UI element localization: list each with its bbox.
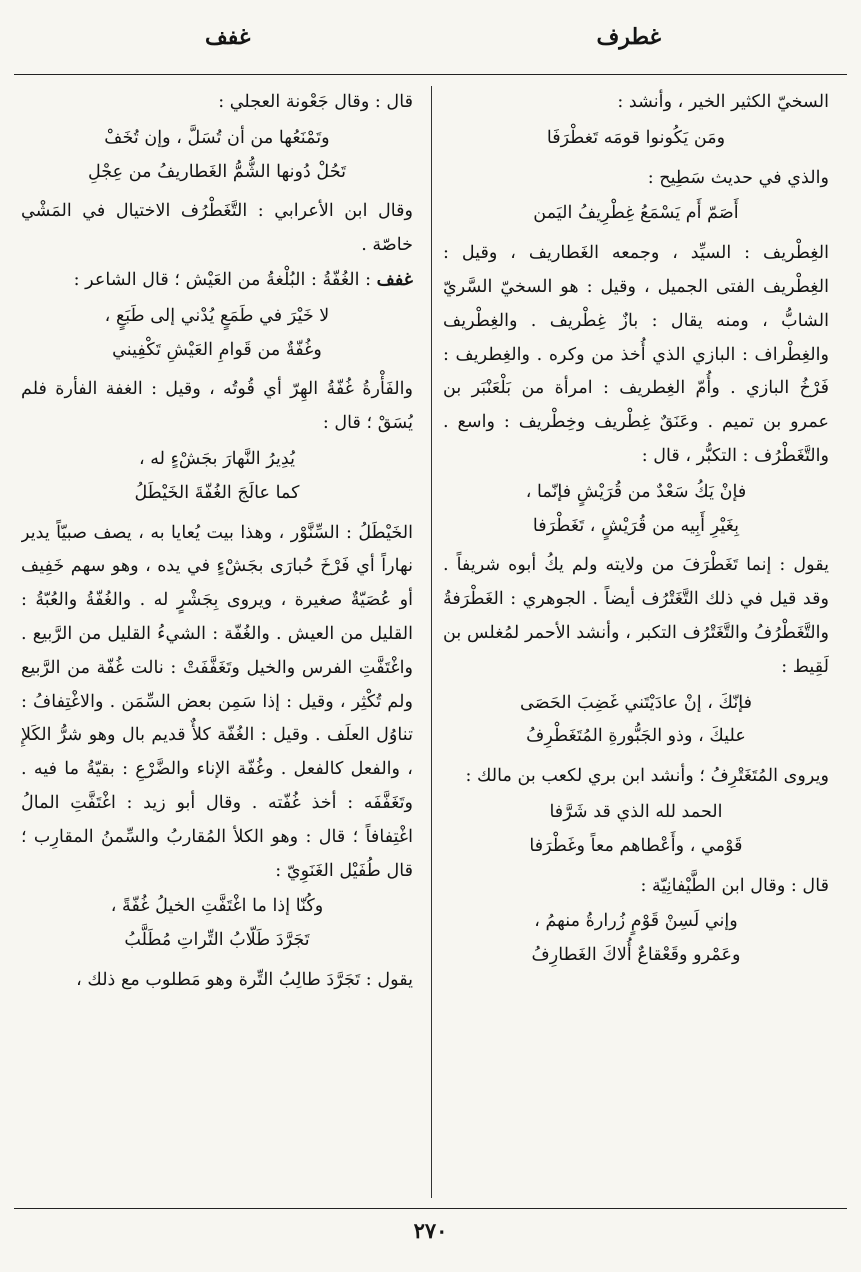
paragraph-text: الغِطْريف : السيِّد ، وجمعه الغَطاريف ، وقيل : الغِطْريف الفتى الجميل ، وقيل : هو السخيّ السَّريّ الشابُّ ، ومنه يقال : بازٌ غِطْريف . والغِطْريف والغِطْراف : البازي الذي أُخذ من وكره . والغِطريف : فَرْخُ البازي . وأُمّ الغِطريف : امرأة من بَلْعَنْبَر بن عمرو بن تميم . وعَنَقٌ غِطْريف وخِطْريف : واسع . والتَّغَطْرُف : التكبُّر ، قال : (443, 243, 829, 466)
verse-block (21, 443, 413, 511)
right-column (443, 86, 829, 1204)
paragraph-text: قال : وقال جَعْونة العجلي : (218, 92, 413, 112)
entry-paragraph (21, 964, 413, 998)
running-head-right: غطرف (596, 24, 661, 50)
verse-line: ومَن يَكُونوا قومَه تَغطْرَفَا (546, 127, 726, 148)
verse-line: وغُفّةٌ من قَوامِ العَيْشِ تَكْفِيني (112, 339, 322, 360)
verse-block (443, 687, 829, 755)
entry-paragraph (21, 517, 413, 889)
verse-line: وإني لَسِنْ قَوْمٍ زُرارةُ منهمُ ، (534, 911, 738, 932)
paragraph-text: : الغُفّةُ : البُلْغةُ من العَيْش ؛ قال الشاعر : (73, 269, 377, 290)
verse-line: الحمد لله الذي قد شَرَّفا (549, 801, 723, 822)
verse-block (21, 122, 413, 190)
entry-paragraph (21, 263, 413, 298)
entry-paragraph (443, 549, 829, 684)
column-divider (431, 86, 432, 1198)
entry-headword: غفف (376, 268, 413, 290)
verse-block (443, 197, 829, 231)
verse-block (443, 796, 829, 864)
verse-block (443, 122, 829, 156)
entry-paragraph (443, 86, 829, 120)
verse-block (21, 300, 413, 368)
entry-paragraph (443, 237, 829, 474)
entry-paragraph (443, 162, 829, 196)
verse-line: يُدِيرُ النَّهارَ بجَشْءٍ له ، (138, 448, 296, 469)
verse-line: فإنْ يَكُ سَعْدٌ من قُرَيْشٍ فإنّما ، (525, 481, 747, 502)
verse-line: تَحُلْ دُونها الشُّمُّ الغَطاريفُ من عِجْلِ (87, 161, 347, 182)
verse-block (443, 476, 829, 544)
verse-line: بِغَيْرِ أَبِيه من قُرَيْشٍ ، تَغَطْرَفا (532, 515, 740, 536)
verse-line: وكُنّا إذا ما اغْتَفَّتِ الخيلُ غُفّةً ، (110, 896, 324, 917)
left-column (21, 86, 413, 1204)
verse-block (21, 890, 413, 958)
paragraph-text: ويروى المُتَغَتْرِفُ ؛ وأنشد ابن بري لكعب بن مالك : (465, 766, 829, 787)
paragraph-text: وقال ابن الأعرابي : التَّغَطْرُف الاختيال في المَشْي خاصّة . (21, 201, 413, 256)
entry-paragraph (21, 373, 413, 441)
entry-paragraph (443, 870, 829, 904)
entry-paragraph (21, 195, 413, 263)
verse-line: تَجَرَّدَ طَلّابُ التِّراتِ مُطَلَّبُ (124, 930, 310, 951)
verse-line: أَصَمّ أَم يَسْمَعُ غِطْرِيفُ اليَمن (533, 203, 739, 224)
verse-line: فإنّكَ ، إنْ عادَيْتَني غَضِبَ الحَصَى (519, 692, 753, 713)
verse-block (443, 905, 829, 973)
verse-line: قَوْمي ، وأَعْطاهم معاً وغَطْرَفا (529, 835, 743, 856)
entry-paragraph (21, 86, 413, 120)
footer-rule (14, 1208, 847, 1209)
page-number: ٢٧٠ (413, 1218, 448, 1243)
paragraph-text: السخيّ الكثير الخير ، وأنشد : (617, 92, 829, 112)
paragraph-text: يقول : تَجَرَّدَ طالِبُ التِّرة وهو مَطلوب مع ذلك ، (76, 969, 413, 990)
verse-line: وعَمْرو وقَعْقاعٌ أُلاكَ الغَطارِفُ (531, 945, 741, 966)
paragraph-text: والذي في حديث سَطِيح : (647, 167, 829, 188)
running-head-left: غفف (205, 24, 251, 50)
header-rule (14, 74, 847, 75)
paragraph-text: الخَيْطَلُ : السِّنَّوْر ، وهذا بيت يُعايا به ، يصف صبيّاً يدير نهاراً أي فَرْخَ حُبارَى بجَشْءٍ في يده ، وهو سهم خَفِيف أو عُصَيّةٌ صغيرة ، ويروى بِجَشْرٍ له . والغُفّةُ والعُبّةُ : القليل من العيش . والغُفّة : الشيءُ القليل من الرَّبيع . واغْتَفَّتِ الفرس والخيل وتَغَفَّفَتْ : نالت غُفّة من الرَّبيع ولم تُكْثِر ، وقيل : إذا سَمِن بعض السِّمَن . والاغْتِفافُ : تناوُل العلَف . وقيل : الغُفّة كلأٌ قديم بال وهو شرُّ الكَلإِ ، والفعل كالفعل . وغُفّة الإناء والضَّرْعِ : بقيّةُ ما فيه . وتَغَفَّفَه : أخذ غُفّته . وقال أبو زيد : اغْتَفَّتِ المالُ اغْتِفافاً ؛ قال : وهو الكلأ المُقاربُ والسِّمنُ المقارِب ؛ قال طُفَيْل الغَنَوِيّ : (21, 522, 413, 881)
paragraph-text: قال : وقال ابن الطَّيْفانِيّة : (640, 875, 829, 896)
paragraph-text: يقول : إنما تَغَطْرَفَ من ولايته ولم يكُ أبوه شريفاً . وقد قيل في ذلك التَّغَتْرُف أيضاً . الجوهري : الغَطْرَفةُ والتَّغَطْرُفُ والتَّغَتْرُف التكبر ، وأنشد الأحمر لمُغلس بن لَقِيط : (443, 555, 829, 677)
verse-line: كما عالَجَ الغُفّةَ الخَيْطَلُ (134, 482, 300, 503)
verse-line: وتَمْنَعُها من أن تُسَلَّ ، وإن تُخَفْ (104, 127, 330, 148)
entry-paragraph (443, 760, 829, 794)
verse-line: لا خَيْرَ في طَمَعٍ يُدْني إلى طَبَعٍ ، (104, 305, 330, 326)
verse-line: عليكَ ، وذو الجَبُّورةِ المُتَغَطْرِفُ (526, 726, 746, 747)
paragraph-text: والفَأْرةُ غُفّةُ الهِرّ أي قُوتُه ، وقيل : الغفة الفأرة فلم يُسَقْ ؛ قال : (21, 379, 413, 434)
